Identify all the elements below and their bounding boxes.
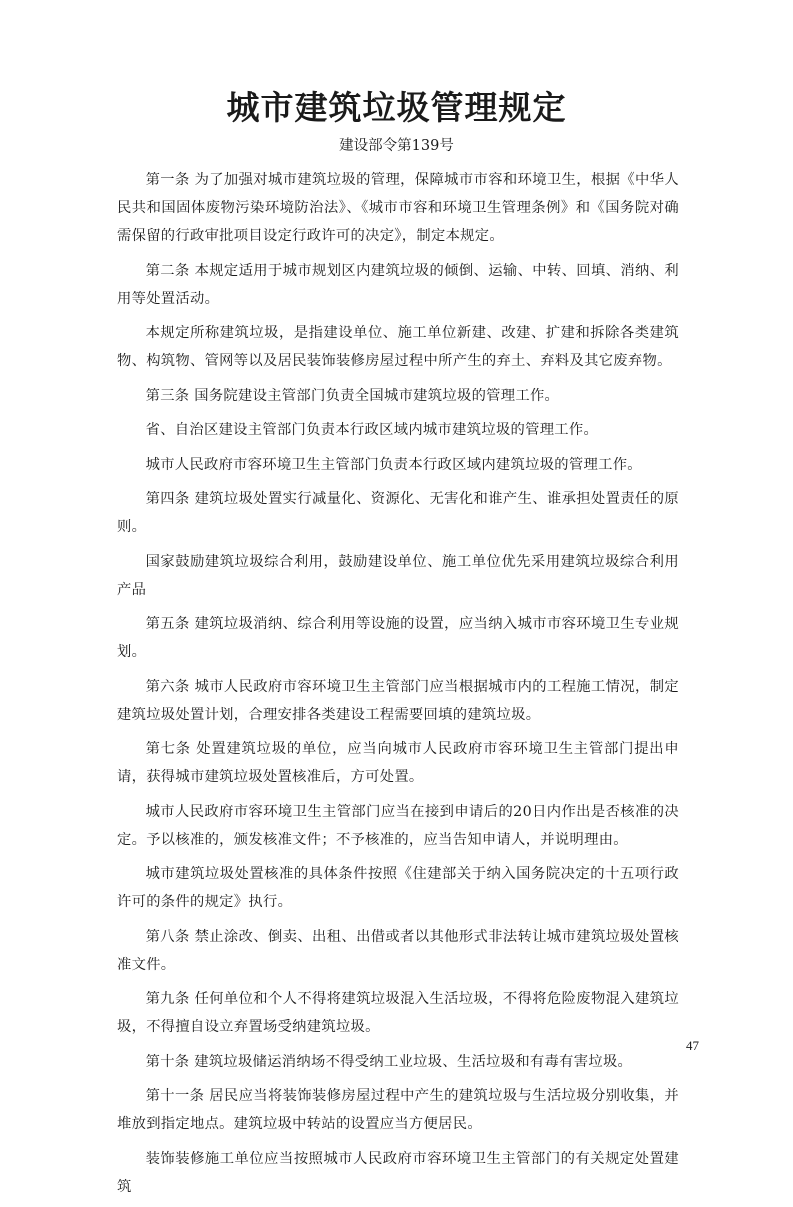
paragraph: 本规定所称建筑垃圾，是指建设单位、施工单位新建、改建、扩建和拆除各类建筑物、构筑物、管网等以及居民装饰装修房屋过程中所产生的弃土、弃料及其它废弃物。: [117, 325, 679, 369]
paragraph: 第四条 建筑垃圾处置实行减量化、资源化、无害化和谁产生、谁承担处置责任的原则。: [117, 491, 679, 535]
decree-number: 建设部令第139号: [339, 138, 454, 154]
paragraph: 第五条 建筑垃圾消纳、综合利用等设施的设置，应当纳入城市市容环境卫生专业规划。: [117, 616, 679, 660]
page-number: 47: [686, 1038, 699, 1053]
paragraph: 国家鼓励建筑垃圾综合利用，鼓励建设单位、施工单位优先采用建筑垃圾综合利用产品: [117, 553, 679, 598]
document-title: 城市建筑垃圾管理规定: [226, 88, 567, 127]
paragraph: 城市建筑垃圾处置核准的具体条件按照《住建部关于纳入国务院决定的十五项行政许可的条件的规定》执行。: [117, 866, 679, 910]
paragraph: 第六条 城市人民政府市容环境卫生主管部门应当根据城市内的工程施工情况，制定建筑垃圾处置计划，合理安排各类建设工程需要回填的建筑垃圾。: [117, 678, 679, 723]
paragraph: 第十一条 居民应当将装饰装修房屋过程中产生的建筑垃圾与生活垃圾分别收集，并堆放到指定地点。建筑垃圾中转站的设置应当方便居民。: [117, 1088, 679, 1132]
paragraph: 城市人民政府市容环境卫生主管部门负责本行政区域内建筑垃圾的管理工作。: [145, 456, 642, 473]
paragraph: 第七条 处置建筑垃圾的单位，应当向城市人民政府市容环境卫生主管部门提出申请，获得城市建筑垃圾处置核准后，方可处置。: [117, 741, 679, 785]
document-body: [117, 166, 679, 1207]
paragraph: 装饰装修施工单位应当按照城市人民政府市容环境卫生主管部门的有关规定处置建筑: [117, 1150, 679, 1195]
paragraph: 第十条 建筑垃圾储运消纳场不得受纳工业垃圾、生活垃圾和有毒有害垃圾。: [145, 1053, 633, 1070]
paragraph: 城市人民政府市容环境卫生主管部门应当在接到申请后的20日内作出是否核准的决定。予以核准的，颁发核准文件；不予核准的，应当告知申请人，并说明理由。: [117, 803, 679, 848]
paragraph: 第三条 国务院建设主管部门负责全国城市建筑垃圾的管理工作。: [145, 387, 560, 404]
paragraph: 第八条 禁止涂改、倒卖、出租、出借或者以其他形式非法转让城市建筑垃圾处置核准文件。: [117, 928, 679, 973]
paragraph: 第一条 为了加强对城市建筑垃圾的管理，保障城市市容和环境卫生，根据《中华人民共和国固体废物污染环境防治法》、《城市市容和环境卫生管理条例》和《国务院对确需保留的行政审批项目设定行政许可的决定》，制定本规定。: [117, 172, 679, 244]
paragraph: 省、自治区建设主管部门负责本行政区域内城市建筑垃圾的管理工作。: [145, 422, 599, 438]
paragraph: 第二条 本规定适用于城市规划区内建筑垃圾的倾倒、运输、中转、回填、消纳、利用等处置活动。: [117, 262, 679, 307]
paragraph: 第九条 任何单位和个人不得将建筑垃圾混入生活垃圾，不得将危险废物混入建筑垃圾，不得擅自设立弃置场受纳建筑垃圾。: [117, 991, 679, 1035]
